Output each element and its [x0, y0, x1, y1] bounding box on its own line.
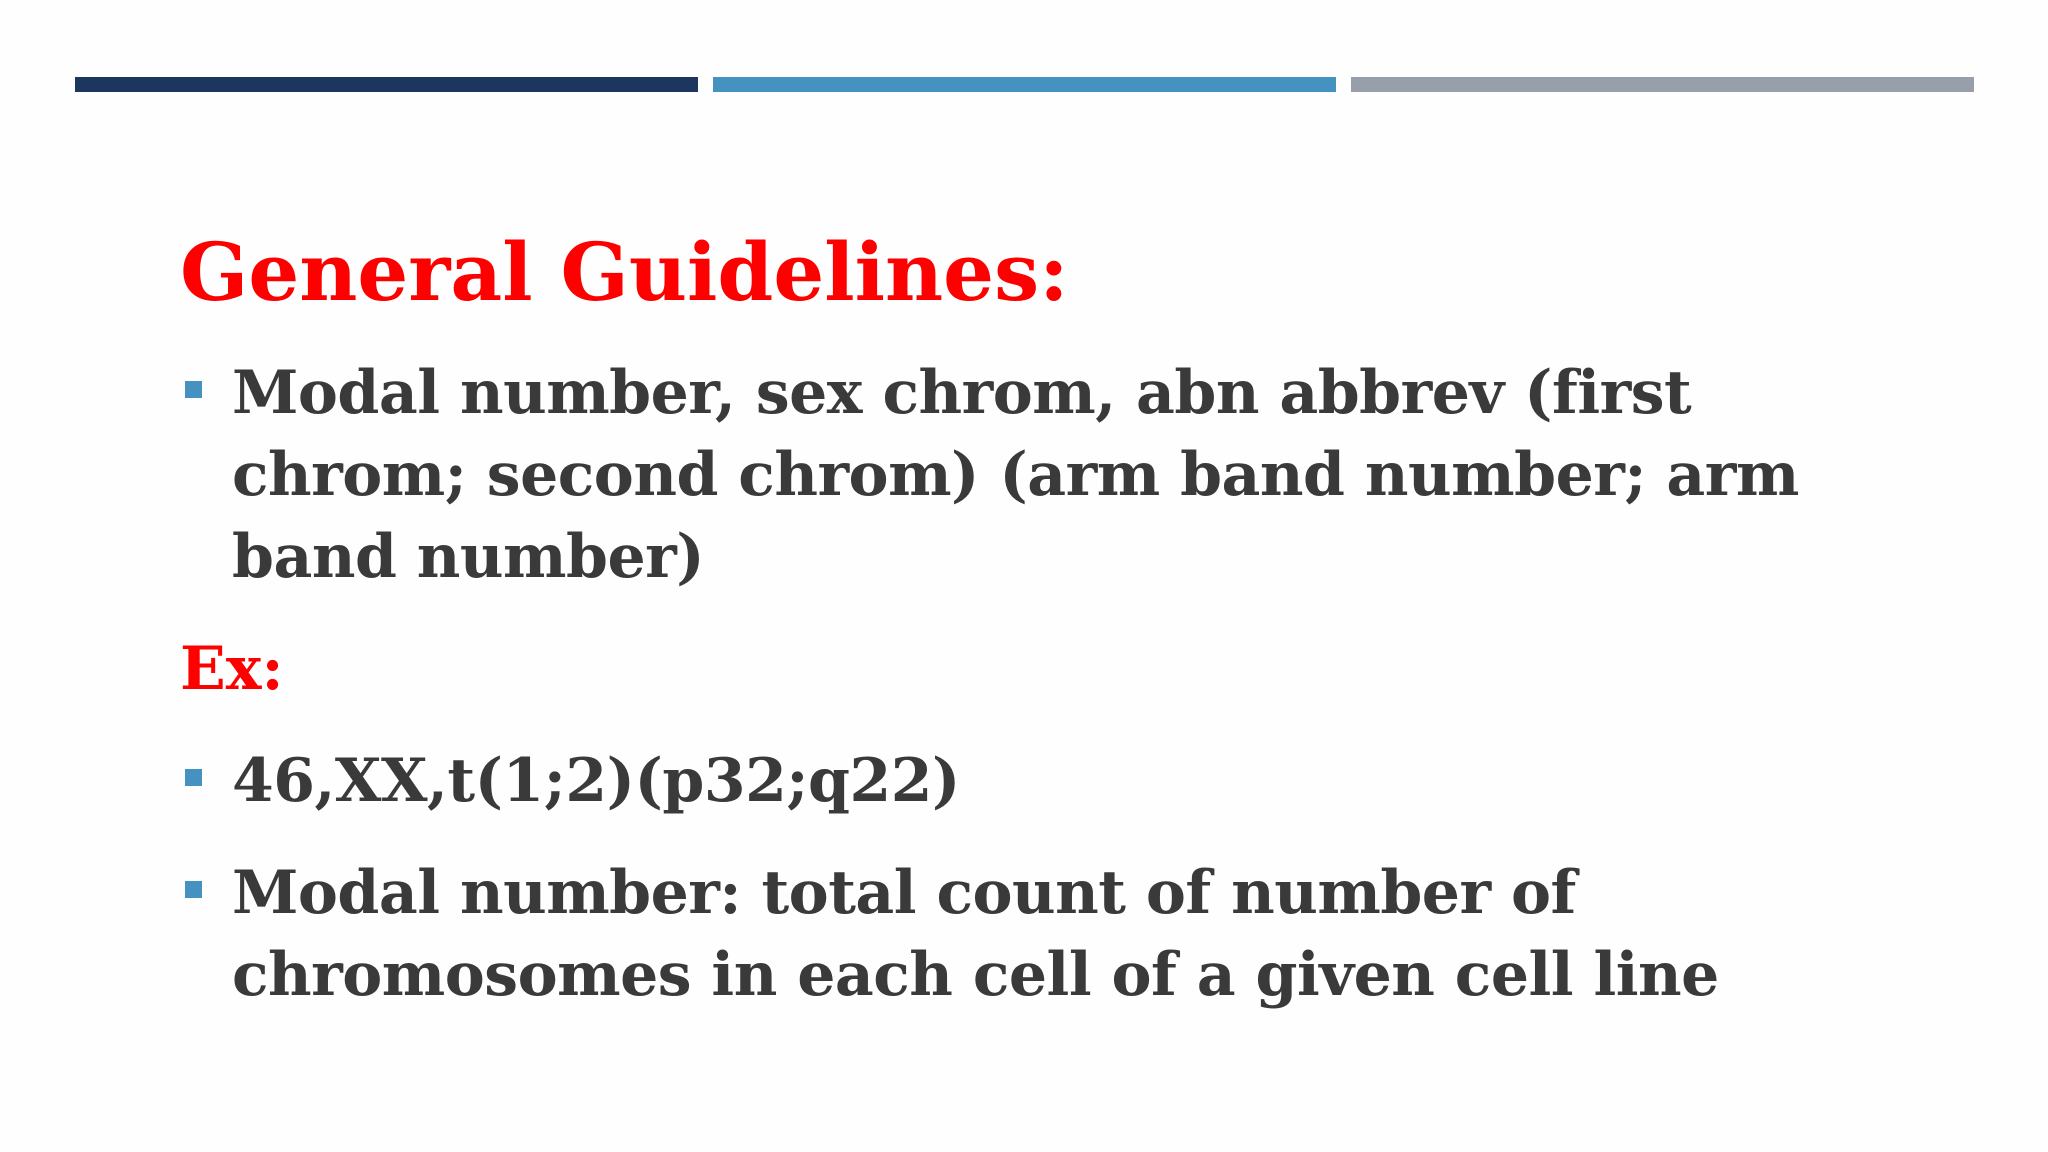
- bullet-example-karyotype: [232, 740, 960, 822]
- bullet-modal-format: [232, 352, 1799, 598]
- bullet-line: Modal number, sex chrom, abn abbrev (first: [232, 358, 1692, 428]
- bullet-line: band number): [232, 522, 705, 592]
- bullet-line: Modal number: total count of number of: [232, 858, 1576, 928]
- bullet-line: chrom; second chrom) (arm band number; arm: [232, 440, 1799, 510]
- bullet-modal-definition: [232, 852, 1719, 1016]
- slide-title: General Guidelines:: [180, 225, 1069, 319]
- square-bullet-icon: [185, 381, 202, 398]
- accent-bar-gray: [1351, 77, 1974, 92]
- square-bullet-icon: [185, 881, 202, 898]
- bullet-line: 46,XX,t(1;2)(p32;q22): [232, 746, 960, 816]
- accent-bar-navy: [75, 77, 698, 92]
- bullet-line: chromosomes in each cell of a given cell line: [232, 940, 1719, 1010]
- accent-bar-blue: [713, 77, 1336, 92]
- example-label: Ex:: [180, 634, 284, 704]
- square-bullet-icon: [185, 769, 202, 786]
